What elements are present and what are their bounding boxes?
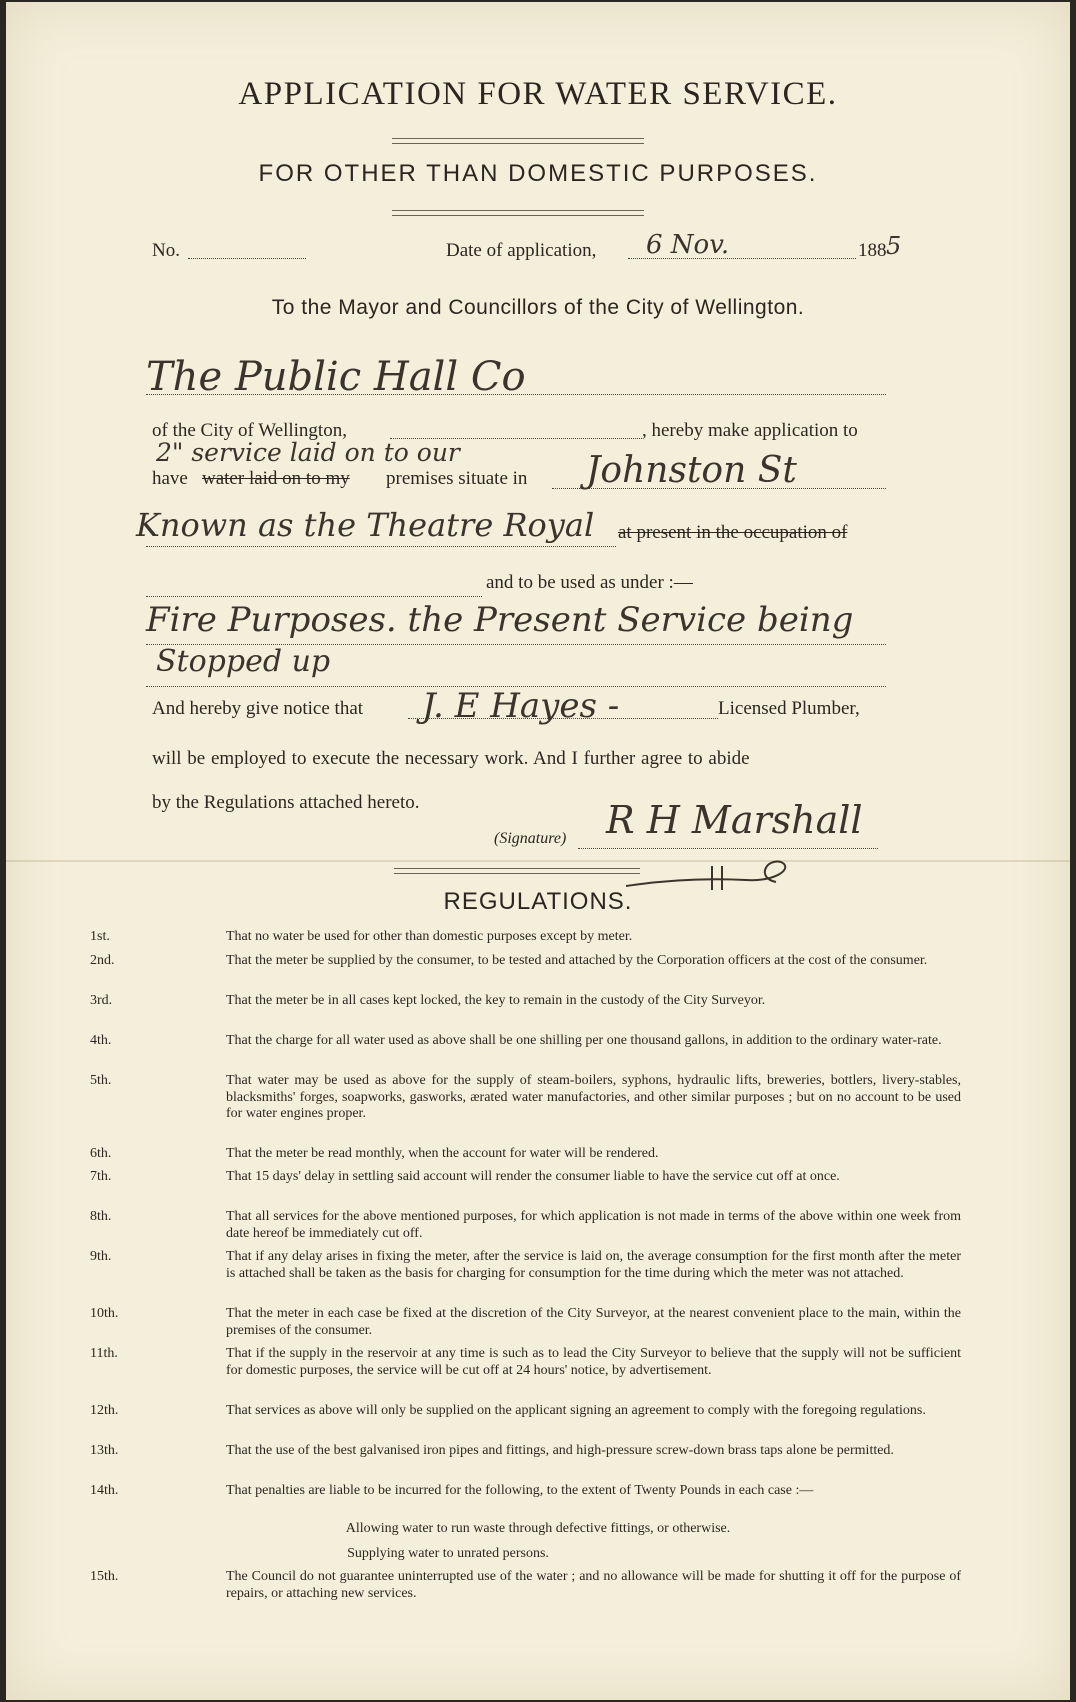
regulation-6: 6th. That the meter be read monthly, when the account for water will be rendered. <box>90 1146 659 1161</box>
known-as-field-line <box>146 546 616 547</box>
regulation-14-sub-2: Supplying water to unrated persons. <box>347 1546 549 1561</box>
service-handwritten: 2" service laid on to our <box>156 438 460 467</box>
licensed-plumber-label: Licensed Plumber, <box>718 698 860 719</box>
addressee-line: To the Mayor and Councillors of the City of Wellington. <box>271 296 805 319</box>
no-label: No. <box>152 240 180 261</box>
hereby-label: , hereby make application to <box>642 420 858 441</box>
premises-label: premises situate in <box>386 468 528 489</box>
have-label: have <box>152 468 188 489</box>
used-as-leading-line <box>146 596 482 597</box>
struck-occupation: at present in the occupation of <box>618 522 848 543</box>
year-printed: 188 <box>858 240 887 261</box>
struck-water-laid-on: water laid on to my <box>202 468 350 489</box>
regulation-13: 13th. That the use of the best galvanised iron pipes and fittings, and high-pressure screw-down brass taps alone be permitted. <box>90 1443 894 1458</box>
subtitle-divider <box>392 210 644 216</box>
plumber-handwritten: J. E Hayes - <box>422 686 620 726</box>
notice-label: And hereby give notice that <box>152 698 364 719</box>
known-as-handwritten: Known as the Theatre Royal <box>136 506 595 544</box>
form-subtitle: FOR OTHER THAN DOMESTIC PURPOSES. <box>258 160 818 187</box>
premises-handwritten: Johnston St <box>586 450 797 491</box>
no-field-line <box>188 258 306 259</box>
signature-field-line <box>578 848 878 849</box>
signature-label: (Signature) <box>494 830 567 847</box>
regulation-14-sub-1: Allowing water to run waste through defective fittings, or otherwise. <box>345 1521 731 1536</box>
applicant-field-line <box>146 394 886 395</box>
regulations-divider <box>394 868 640 874</box>
regulation-5: 5th. That water may be used as above for the supply of steam-boilers, syphons, hydraulic lifts, breweries, bottlers, livery-stables, blacksmiths' forges, soapworks, gasworks, ærated water manufactories, and other similar purposes ; but on no account to be used for water engines proper. <box>90 1073 961 1121</box>
regulation-7: 7th. That 15 days' delay in settling said account will render the consumer liable to have the service cut off at once. <box>90 1169 840 1184</box>
regulations-reference-line: by the Regulations attached hereto. <box>152 792 420 813</box>
document-sheet <box>6 2 1070 1700</box>
regulations-title: REGULATIONS. <box>443 888 633 915</box>
of-city-label: of the City of Wellington, <box>152 420 347 441</box>
regulation-8: 8th. That all services for the above mentioned purposes, for which application is not made in terms of the above within one week from date hereof be immediately cut off. <box>90 1209 961 1241</box>
applicant-handwritten: The Public Hall Co <box>146 354 526 400</box>
used-as-label: and to be used as under :— <box>486 572 693 593</box>
employed-line: will be employed to execute the necessary work. And I further agree to abide <box>152 748 750 769</box>
regulation-9: 9th. That if any delay arises in fixing the meter, after the service is laid on, the average consumption for the first month after the meter is attached shall be taken as the basis for charging for consumption for the time during which the meter was not attached. <box>90 1249 961 1281</box>
regulation-11: 11th. That if the supply in the reservoir at any time is such as to lead the City Surveyor to believe that the supply will not be sufficient for domestic purposes, the service will be cut off at 24 hours' notice, by advertisement. <box>90 1346 961 1378</box>
signature-handwritten: R H Marshall <box>606 798 863 842</box>
date-value-handwritten: 6 Nov. <box>646 230 730 260</box>
purpose-handwritten-line-2: Stopped up <box>156 644 331 679</box>
year-handwritten: 5 <box>886 232 902 260</box>
date-label: Date of application, <box>446 240 597 261</box>
regulation-14: 14th. That penalties are liable to be incurred for the following, to the extent of Twenty Pounds in each case :— <box>90 1483 814 1498</box>
regulation-1: 1st. That no water be used for other than domestic purposes except by meter. <box>90 929 633 944</box>
regulation-3: 3rd. That the meter be in all cases kept locked, the key to remain in the custody of the City Surveyor. <box>90 993 766 1008</box>
regulation-4: 4th. That the charge for all water used as above shall be one shilling per one thousand gallons, in addition to the ordinary water-rate. <box>90 1033 942 1048</box>
form-title: APPLICATION FOR WATER SERVICE. <box>238 76 838 112</box>
regulation-2: 2nd. That the meter be supplied by the consumer, to be tested and attached by the Corporation officers at the cost of the consumer. <box>90 953 928 968</box>
regulation-15: 15th. The Council do not guarantee uninterrupted use of the water ; and no allowance will be made for shutting it off for the purpose of repairs, or attaching new services. <box>90 1569 961 1601</box>
regulation-12: 12th. That services as above will only be supplied on the applicant signing an agreement to comply with the foregoing regulations. <box>90 1403 926 1418</box>
regulation-10: 10th. That the meter in each case be fixed at the discretion of the City Surveyor, at the nearest convenient place to the main, within the premises of the consumer. <box>90 1306 961 1338</box>
purpose-handwritten-line-1: Fire Purposes. the Present Service being <box>146 600 854 640</box>
fold-crease <box>6 860 1070 862</box>
title-divider <box>392 138 644 144</box>
